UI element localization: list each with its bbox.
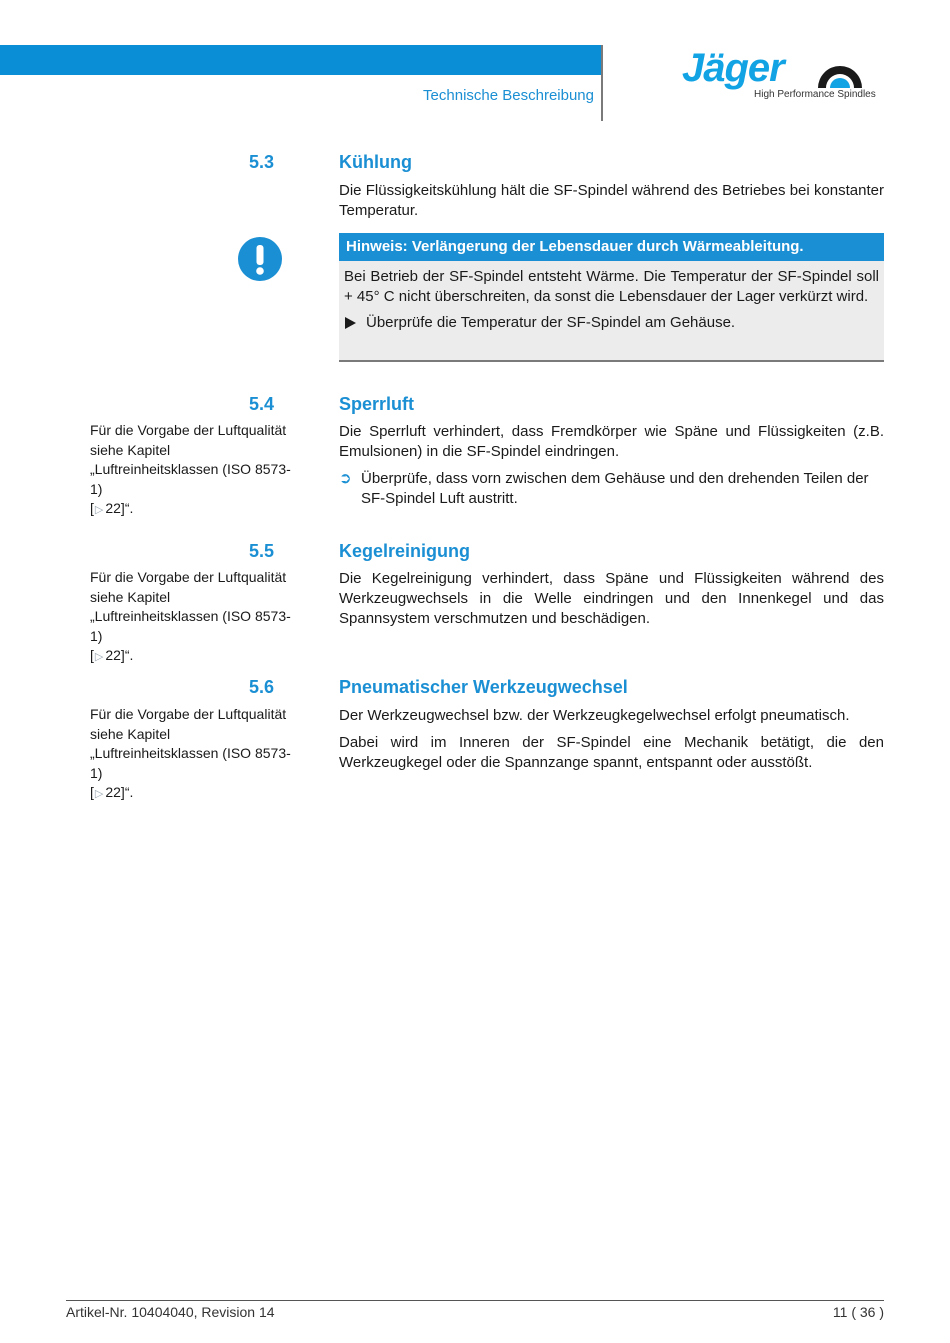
notice-step-text: Überprüfe die Temperatur der SF-Spindel am Gehäuse. — [366, 314, 736, 331]
section-number: 5.3 — [248, 152, 274, 172]
side-note-ref[interactable]: 22]“. — [105, 500, 134, 516]
logo-wordmark: Jäger — [682, 46, 784, 90]
cross-reference-icon: ▷ — [94, 651, 104, 663]
footer-page-number: 11 ( 36 ) — [832, 1304, 884, 1320]
spindle-arc-icon — [816, 62, 864, 92]
footer-article-number: Artikel-Nr. 10404040, Revision 14 — [66, 1304, 275, 1320]
cross-reference-icon: ▷ — [94, 504, 104, 516]
section-text: Die Kegelreinigung verhindert, dass Späne und Flüssigkeiten während des Werkzeugwechsels in die Welle eindringen und den Innenkegel und das Spannsystem verschmutzen und beschädigen. — [339, 570, 884, 627]
side-note-ref[interactable]: 22]“. — [105, 647, 134, 663]
cross-reference-icon: ▷ — [94, 788, 104, 800]
side-note-text: Für die Vorgabe der Luftqualität siehe Kapitel „Luftreinheitsklassen (ISO 8573-1) — [90, 569, 291, 644]
section-text-2: Dabei wird im Inneren der SF-Spindel eine Mechanik betätigt, die den Werkzeugkegel oder die Spannzange spannt, entspannt oder ausstößt. — [339, 734, 884, 771]
section-text: Die Flüssigkeitskühlung hält die SF-Spindel während des Betriebes bei konstanter Temperatur. — [339, 182, 884, 219]
result-item — [339, 469, 884, 509]
notice-box — [339, 233, 884, 362]
section-title: Sperrluft — [339, 394, 415, 414]
section-title: Kühlung — [339, 152, 412, 172]
section-title: Pneumatischer Werkzeugwechsel — [339, 677, 628, 697]
section-text: Die Sperrluft verhindert, dass Fremdkörper wie Späne und Flüssigkeiten (z.B. Emulsionen) in die SF-Spindel eindringen. — [339, 423, 884, 460]
notice-body: Bei Betrieb der SF-Spindel entsteht Wärme. Die Temperatur der SF-Spindel soll + 45° C nicht überschreiten, da sonst die Lebensdauer der Lager verkürzt wird. — [344, 268, 879, 305]
side-note: Für die Vorgabe der Luftqualität siehe Kapitel „Luftreinheitsklassen (ISO 8573-1) [▷ 22]“. — [90, 706, 291, 800]
notice-step — [344, 313, 879, 333]
step-triangle-icon — [345, 317, 356, 329]
side-note-text: Für die Vorgabe der Luftqualität siehe Kapitel „Luftreinheitsklassen (ISO 8573-1) — [90, 422, 291, 497]
side-note-ref[interactable]: 22]“. — [105, 784, 134, 800]
brand-logo — [682, 46, 876, 104]
section-number: 5.5 — [248, 541, 274, 561]
side-note-text: Für die Vorgabe der Luftqualität siehe Kapitel „Luftreinheitsklassen (ISO 8573-1) — [90, 706, 291, 781]
notice-heading: Hinweis: Verlängerung der Lebensdauer durch Wärmeableitung. — [339, 233, 884, 261]
side-note: Für die Vorgabe der Luftqualität siehe Kapitel „Luftreinheitsklassen (ISO 8573-1) [▷ 22]“. — [90, 569, 291, 663]
header-divider — [601, 45, 603, 121]
section-number: 5.6 — [248, 677, 274, 697]
side-note: Für die Vorgabe der Luftqualität siehe Kapitel „Luftreinheitsklassen (ISO 8573-1) [▷ 22]“. — [90, 422, 291, 516]
section-number: 5.4 — [248, 394, 274, 414]
header-bar — [0, 45, 602, 75]
footer-divider — [66, 1300, 884, 1301]
section-text: Der Werkzeugwechsel bzw. der Werkzeugkegelwechsel erfolgt pneumatisch. — [339, 707, 850, 724]
logo-tagline: High Performance Spindles — [754, 89, 876, 100]
header-section-label: Technische Beschreibung — [423, 87, 594, 104]
notice-exclamation-icon — [238, 237, 282, 281]
section-title: Kegelreinigung — [339, 541, 471, 561]
result-text: Überprüfe, dass vorn zwischen dem Gehäuse und den drehenden Teilen der SF-Spindel Luft austritt. — [361, 470, 869, 507]
result-arrow-icon: ➲ — [339, 470, 352, 487]
